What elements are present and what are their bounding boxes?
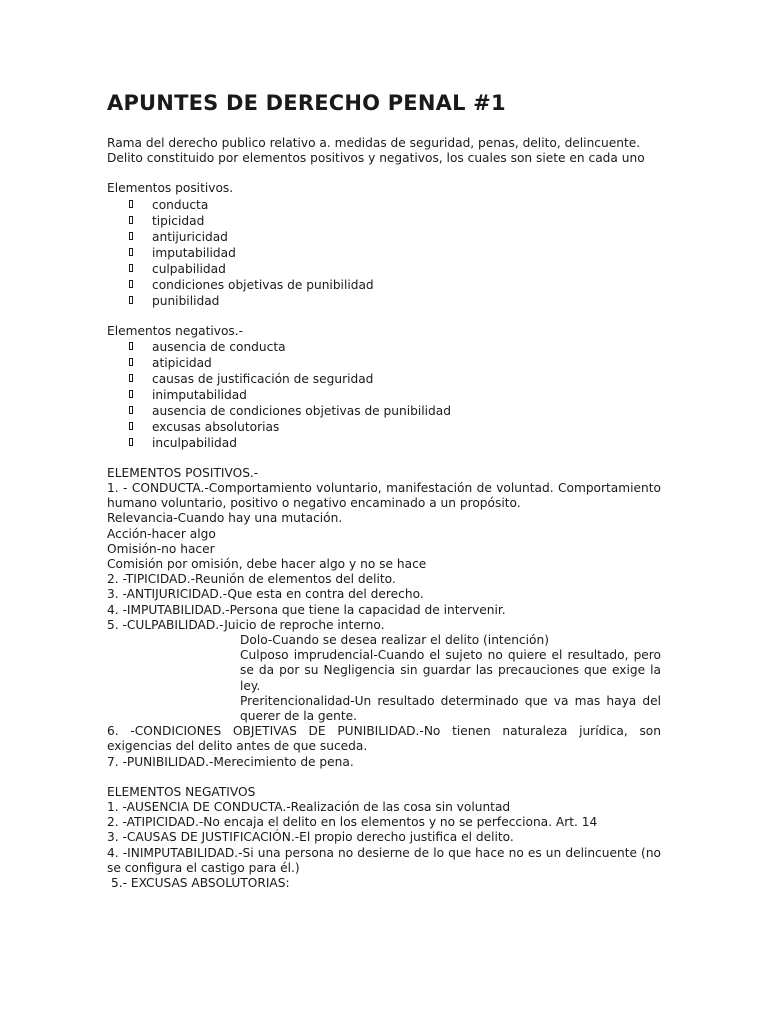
bullet-icon [129, 422, 133, 430]
comision-line: Comisión por omisión, debe hacer algo y no se hace [107, 557, 427, 572]
list-item: culpabilidad [107, 261, 661, 277]
antijuricidad-line: 3. -ANTIJURICIDAD.-Que esta en contra del derecho. [107, 587, 424, 602]
positive-elements-list [107, 197, 661, 309]
imputabilidad-line: 4. -IMPUTABILIDAD.-Persona que tiene la capacidad de intervenir. [107, 602, 506, 617]
dolo-line: Dolo-Cuando se desea realizar el delito (intención) [240, 633, 549, 648]
condiciones-paragraph: 6. -CONDICIONES OBJETIVAS DE PUNIBILIDAD.-No tienen naturaleza jurídica, son exigencias del delito antes de que suceda. [107, 724, 661, 754]
list-item: inimputabilidad [107, 387, 661, 403]
negative-section-heading: ELEMENTOS NEGATIVOS [107, 784, 256, 799]
culposo-paragraph: Culposo imprudencial-Cuando el sujeto no quiere el resultado, pero se da por su Negligencia sin guardar las precauciones que exige la ley. [240, 648, 661, 693]
list-item: ausencia de conducta [107, 339, 661, 355]
bullet-icon [129, 390, 133, 398]
positive-section-heading: ELEMENTOS POSITIVOS.- [107, 465, 259, 480]
bullet-icon [129, 438, 133, 446]
list-item: causas de justificación de seguridad [107, 371, 661, 387]
ausencia-line: 1. -AUSENCIA DE CONDUCTA.-Realización de las cosa sin voluntad [107, 800, 511, 815]
bullet-icon [129, 216, 133, 224]
list-item: condiciones objetivas de punibilidad [107, 277, 661, 293]
bullet-icon [129, 248, 133, 256]
list-item: antijuricidad [107, 229, 661, 245]
list-item: tipicidad [107, 213, 661, 229]
list-item: ausencia de condiciones objetivas de punibilidad [107, 403, 661, 419]
bullet-icon [129, 200, 133, 208]
list-item: punibilidad [107, 293, 661, 309]
list-item: atipicidad [107, 355, 661, 371]
intro-line-2: Delito constituido por elementos positivos y negativos, los cuales son siete en cada uno [107, 151, 645, 166]
bullet-icon [129, 358, 133, 366]
document-title: APUNTES DE DERECHO PENAL #1 [107, 91, 506, 115]
tipicidad-line: 2. -TIPICIDAD.-Reunión de elementos del delito. [107, 572, 396, 587]
bullet-icon [129, 280, 133, 288]
omision-line: Omisión-no hacer [107, 541, 215, 556]
atipicidad-line: 2. -ATIPICIDAD.-No encaja el delito en los elementos y no se perfecciona. Art. 14 [107, 815, 598, 830]
list-item: excusas absolutorias [107, 419, 661, 435]
excusas-line: 5.- EXCUSAS ABSOLUTORIAS: [111, 876, 290, 891]
list-item: imputabilidad [107, 245, 661, 261]
intro-line-1: Rama del derecho publico relativo a. medidas de seguridad, penas, delito, delincuente. [107, 136, 641, 150]
inimputabilidad-paragraph: 4. -INIMPUTABILIDAD.-Si una persona no desierne de lo que hace no es un delincuente (no se configura el castigo para él.) [107, 845, 661, 875]
negative-elements-list [107, 339, 661, 451]
bullet-icon [129, 342, 133, 350]
bullet-icon [129, 296, 133, 304]
list-item: conducta [107, 197, 661, 213]
relevancia-line: Relevancia-Cuando hay una mutación. [107, 511, 343, 526]
preterintencionalidad-paragraph: Preritencionalidad-Un resultado determinado que va mas haya del querer de la gente. [240, 693, 661, 724]
causas-line: 3. -CAUSAS DE JUSTIFICACIÓN.-El propio derecho justifica el delito. [107, 830, 514, 845]
negative-elements-heading: Elementos negativos.- [107, 323, 244, 338]
bullet-icon [129, 374, 133, 382]
document-page [107, 88, 661, 891]
punibilidad-line: 7. -PUNIBILIDAD.-Merecimiento de pena. [107, 754, 354, 769]
accion-line: Acción-hacer algo [107, 526, 216, 541]
culpabilidad-line: 5. -CULPABILIDAD.-Juicio de reproche interno. [107, 617, 385, 632]
bullet-icon [129, 264, 133, 272]
positive-elements-heading: Elementos positivos. [107, 181, 234, 196]
bullet-icon [129, 232, 133, 240]
conducta-paragraph: 1. - CONDUCTA.-Comportamiento voluntario, manifestación de voluntad. Comportamiento humano voluntario, positivo o negativo encaminado a un propósito. [107, 481, 661, 511]
bullet-icon [129, 406, 133, 414]
list-item: inculpabilidad [107, 435, 661, 451]
